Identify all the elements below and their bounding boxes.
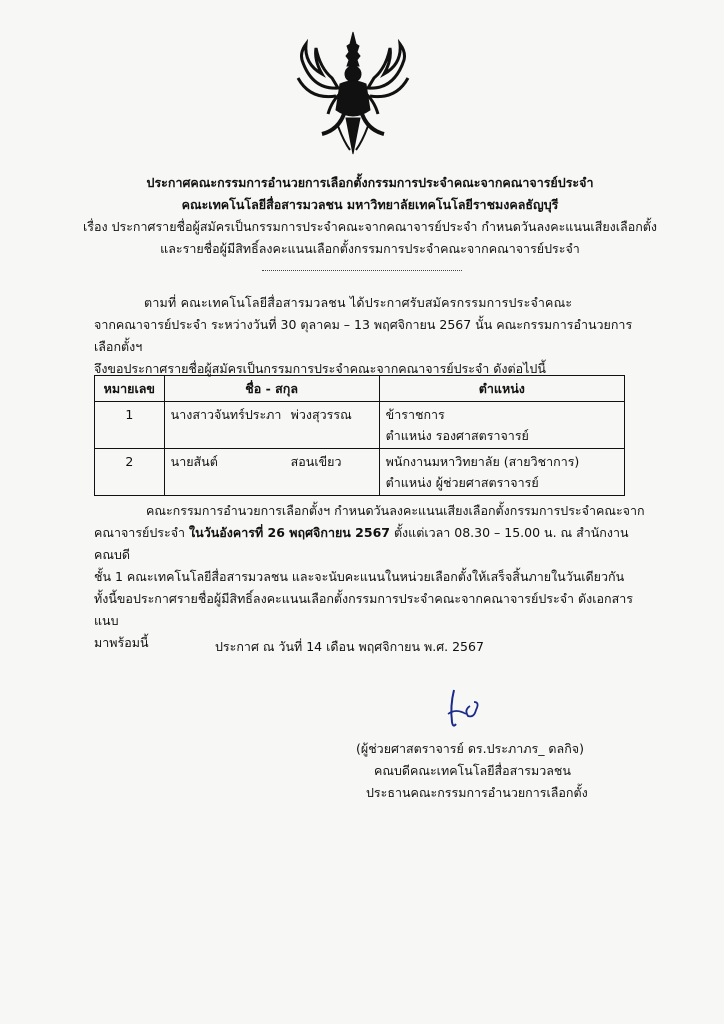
position-type: ข้าราชการ (385, 407, 445, 422)
intro-line: จากคณาจารย์ประจำ ระหว่างวันที่ 30 ตุลาคม – 13 พฤศจิกายน 2567 นั้น คณะกรรมการอำนวยการเลือกตั้งฯ (94, 317, 633, 354)
body-text: คณาจารย์ประจำ (94, 525, 190, 540)
garuda-emblem-icon (292, 30, 414, 158)
header-subject-cont: และรายชื่อผู้มีสิทธิ์ลงคะแนนเลือกตั้งกรรมการประจำคณะจากคณาจารย์ประจำ (160, 241, 580, 256)
intro-line: จึงขอประกาศรายชื่อผู้สมัครเป็นกรรมการประจำคณะจากคณาจารย์ประจำ ดังต่อไปนี้ (94, 361, 546, 376)
election-details-paragraph (94, 500, 654, 654)
candidate-last-name: พ่วงสุวรรณ (290, 407, 352, 422)
candidate-last-name: สอนเขียว (290, 454, 342, 469)
intro-paragraph (94, 292, 654, 380)
column-header-number: หมายเลข (95, 376, 165, 402)
position-type: พนักงานมหาวิทยาลัย (สายวิชาการ) (385, 454, 580, 469)
cell-number: 1 (95, 402, 165, 449)
body-text: ตั้งแต่เวลา 08.30 – 15.00 น. ณ สำนักงานคณบดี (94, 525, 629, 562)
intro-line: ตามที่ คณะเทคโนโลยีสื่อสารมวลชน ได้ประกาศรับสมัครกรรมการประจำคณะ (144, 295, 573, 310)
signer-block (356, 738, 616, 804)
cell-position (379, 402, 624, 449)
election-date-emphasis: ในวันอังคารที่ 26 พฤศจิกายน 2567 (189, 525, 390, 540)
announcement-date: ประกาศ ณ วันที่ 14 เดือน พฤศจิกายน พ.ศ. 2567 (215, 639, 484, 654)
table-header-row (95, 376, 625, 402)
candidate-first-name: นายสันต์ (170, 454, 218, 469)
body-line: มาพร้อมนี้ (94, 635, 149, 650)
header-divider (262, 270, 462, 271)
body-line: ทั้งนี้ขอประกาศรายชื่อผู้มีสิทธิ์ลงคะแนนเลือกตั้งกรรมการประจำคณะจากคณาจารย์ประจำ ดังเอกสารแนบ (94, 591, 633, 628)
table-row (95, 449, 625, 496)
table-row (95, 402, 625, 449)
signer-name: (ผู้ช่วยศาสตราจารย์ ดร.ประภาภร_ ดลกิจ) (356, 741, 584, 756)
handwritten-signature (440, 684, 500, 730)
position-rank: ตำแหน่ง รองศาสตราจารย์ (385, 428, 529, 443)
signer-title: คณบดีคณะเทคโนโลยีสื่อสารมวลชน (374, 763, 571, 778)
body-line: คณะกรรมการอำนวยการเลือกตั้งฯ กำหนดวันลงคะแนนเสียงเลือกตั้งกรรมการประจำคณะจาก (146, 503, 645, 518)
header-faculty: คณะเทคโนโลยีสื่อสารมวลชน มหาวิทยาลัยเทคโนโลยีราชมงคลธัญบุรี (181, 197, 559, 212)
cell-name (164, 449, 379, 496)
cell-number: 2 (95, 449, 165, 496)
candidates-table (94, 375, 625, 496)
cell-name (164, 402, 379, 449)
cell-position (379, 449, 624, 496)
document-header (60, 172, 680, 260)
header-subject: เรื่อง ประกาศรายชื่อผู้สมัครเป็นกรรมการประจำคณะจากคณาจารย์ประจำ กำหนดวันลงคะแนนเสียงเลือกตั้ง (83, 219, 657, 234)
header-title: ประกาศคณะกรรมการอำนวยการเลือกตั้งกรรมการประจำคณะจากคณาจารย์ประจำ (146, 175, 594, 190)
candidate-first-name: นางสาวจันทร์ประภา (170, 407, 282, 422)
signer-role: ประธานคณะกรรมการอำนวยการเลือกตั้ง (366, 785, 588, 800)
column-header-position: ตำแหน่ง (379, 376, 624, 402)
position-rank: ตำแหน่ง ผู้ช่วยศาสตราจารย์ (385, 475, 539, 490)
body-line: ชั้น 1 คณะเทคโนโลยีสื่อสารมวลชน และจะนับคะแนนในหน่วยเลือกตั้งให้เสร็จสิ้นภายในวันเดียวกัน (94, 569, 625, 584)
column-header-name: ชื่อ - สกุล (164, 376, 379, 402)
body-line (94, 522, 654, 566)
